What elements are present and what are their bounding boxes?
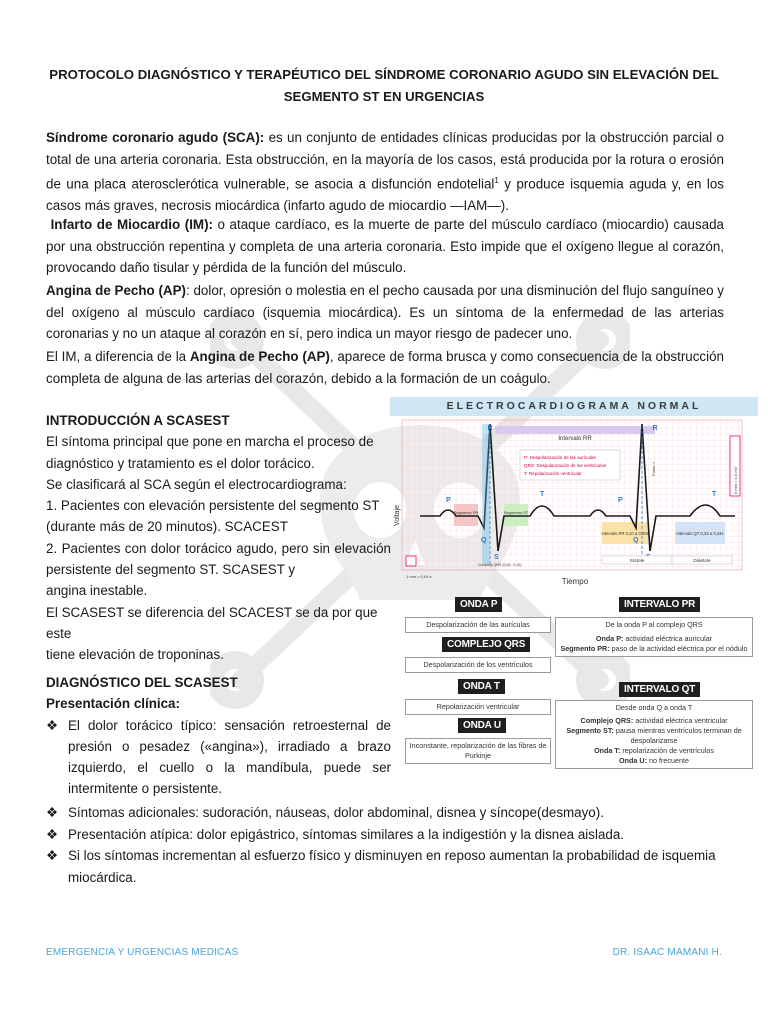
diagnosis-heading: DIAGNÓSTICO DEL SCASEST bbox=[46, 675, 238, 690]
sca-footnote: 1 bbox=[494, 176, 499, 185]
diamond-bullet-icon: ❖ bbox=[46, 848, 59, 863]
scasest-line-3: Se clasificará al SCA según el electrocardiograma: bbox=[46, 476, 347, 492]
footer-right: DR. ISAAC MAMANI H. bbox=[612, 947, 722, 958]
ap-paragraph bbox=[46, 280, 724, 345]
wave-s-label: S bbox=[494, 554, 499, 561]
wave-q-label-2: Q bbox=[633, 537, 639, 544]
diamond-bullet-icon: ❖ bbox=[46, 717, 59, 733]
intervalo-qt-text-1: actividad eléctrica ventricular bbox=[633, 716, 728, 725]
onda-u-badge: ONDA U bbox=[458, 718, 506, 733]
diagnosis-section bbox=[46, 672, 391, 800]
sca-term: Síndrome coronario agudo (SCA): bbox=[46, 130, 265, 145]
ecg-ylabel: Voltaje bbox=[394, 504, 401, 526]
intervalo-pr-label: Intervalo PR 0,10 a 0,20s bbox=[601, 531, 649, 536]
intervalo-qt-term-4: Onda U: bbox=[619, 756, 647, 765]
scasest-line-4: 1. Pacientes con elevación persistente del segmento ST bbox=[46, 498, 380, 514]
intervalo-qt-term-3: Onda T: bbox=[594, 746, 621, 755]
diagnosis-bullet-3 bbox=[46, 824, 726, 846]
wave-q-label: Q bbox=[481, 537, 487, 544]
legend-t: T: Repolarización ventricular bbox=[524, 471, 582, 476]
ecg-diagram bbox=[390, 416, 758, 592]
intervalo-pr-line-1: De la onda P al complejo QRS bbox=[605, 620, 703, 629]
ecg-cards bbox=[405, 597, 755, 767]
complejo-qrs-badge: COMPLEJO QRS bbox=[442, 637, 530, 652]
intervalo-qt-label: Intervalo QT 0,33 a 0,44s bbox=[676, 531, 724, 536]
onda-p-box: Despolarización de las aurículas bbox=[405, 617, 551, 633]
ecg-xlabel: Tiempo bbox=[561, 577, 589, 586]
diagnosis-subheading: Presentación clínica: bbox=[46, 696, 180, 712]
scasest-line-6: 2. Pacientes con dolor torácico agudo, pero sin elevación persistente del segmento ST. SCASEST y bbox=[46, 540, 391, 578]
ap-term: Angina de Pecho (AP) bbox=[46, 283, 186, 298]
intervalo-qt-text-2: pausa mientras ventrículos terminan de despolarizarse bbox=[613, 726, 742, 745]
diff-term: Angina de Pecho (AP) bbox=[189, 349, 330, 364]
scale-x-label: 1 mm = 0,04 s bbox=[406, 574, 432, 579]
diff-text-2: , aparece de forma brusca y como consecuencia de la obstrucción completa de alguna de las arterias del corazón, debido a la formación de un coágulo. bbox=[46, 349, 725, 386]
complejo-qrs-box: Despolarización de los ventrículos bbox=[405, 657, 551, 673]
diff-text-1: El IM, a diferencia de la bbox=[46, 349, 190, 364]
im-text: o ataque cardíaco, es la muerte de parte del músculo cardíaco (miocardio) causada por una obstrucción repentina y completa de una arteria coronaria. Esto impide que el oxígeno llegue al corazón, provocando daño tisular y pérdida de la función del músculo. bbox=[46, 217, 725, 275]
bullet-4-text: Si los síntomas incrementan al esfuerzo físico y disminuyen en reposo aumentan la probabilidad de isquemia miocárdica. bbox=[68, 848, 716, 885]
diamond-bullet-icon: ❖ bbox=[46, 805, 59, 820]
scasest-line-1: El síntoma principal que pone en marcha el proceso de bbox=[46, 434, 374, 450]
im-paragraph bbox=[46, 214, 724, 279]
sca-text-1: es un conjunto de entidades clínicas producidas por la obstrucción parcial o total de una arteria coronaria. Esta obstrucción, en la mayoría de los casos, está producida por la rotura o erosión de una placa aterosclerótica vulnerable, se asocia a disfunción endotelial bbox=[46, 130, 724, 192]
onda-t-box: Repolarización ventricular bbox=[405, 699, 551, 715]
wave-r-label-2: R bbox=[652, 425, 658, 432]
scasest-line-2: diagnóstico y tratamiento es el dolor torácico. bbox=[46, 455, 315, 471]
diamond-bullet-icon: ❖ bbox=[46, 826, 59, 842]
rr-interval-bar bbox=[495, 425, 658, 434]
legend-qrs: QRS: Despolarización de los ventrículos bbox=[524, 463, 607, 468]
onda-t-badge: ONDA T bbox=[458, 679, 505, 694]
wave-t-label: T bbox=[540, 491, 545, 498]
diagnosis-bullets-full bbox=[46, 802, 726, 888]
scasest-line-7: angina inestable. bbox=[46, 583, 148, 599]
footer-left: EMERGENCIA Y URGENCIAS MEDICAS bbox=[46, 947, 239, 958]
bullet-1-text: El dolor torácico típico: sensación retroesternal de presión o pesadez («angina»), irradiado a brazo izquierdo, el cuello o la mandíbula, puede ser intermitente o persistente. bbox=[68, 717, 391, 797]
segmento-pr-box bbox=[454, 504, 478, 526]
scasest-line-8: El SCASEST se diferencia del SCACEST se da por que este bbox=[46, 604, 378, 641]
ecg-grid bbox=[402, 420, 742, 570]
intervalo-qt-term-1: Complejo QRS: bbox=[580, 716, 634, 725]
intervalo-pr-badge: INTERVALO PR bbox=[619, 597, 700, 612]
intervalo-qt-line-1: Desde onda Q a onda T bbox=[615, 703, 693, 712]
intervalo-qt-text-3: repolarización de ventrículos bbox=[620, 746, 714, 755]
scasest-line-5: (durante más de 20 minutos). SCACEST bbox=[46, 519, 288, 535]
intervalo-qt-box bbox=[555, 700, 753, 769]
wave-p-label-2: P bbox=[618, 497, 623, 504]
title-line-2: SEGMENTO ST EN URGENCIAS bbox=[283, 89, 485, 104]
ecg-figure bbox=[390, 397, 758, 592]
wave-r-label: R bbox=[487, 425, 493, 432]
wave-p-label: P bbox=[446, 497, 451, 504]
punto-j-label: Punto J bbox=[651, 462, 656, 476]
diastole-label: Diástole bbox=[693, 559, 711, 564]
sistole-label: Sístole bbox=[629, 559, 645, 564]
intervalo-pr-term-2: Segmento PR: bbox=[560, 644, 610, 653]
sca-text-2: y produce isquemia aguda y, en los casos más graves, necrosis miocárdica (infarto agudo de miocardio —IAM—). bbox=[46, 176, 725, 213]
onda-p-badge: ONDA P bbox=[455, 597, 502, 612]
bullet-2-text: Síntomas adicionales: sudoración, náuseas, dolor abdominal, disnea y síncope(desmayo). bbox=[68, 805, 604, 820]
intervalo-qt-term-2: Segmento ST: bbox=[566, 726, 614, 735]
bullet-3-text: Presentación atípica: dolor epigástrico, síntomas similares a la indigestión y la disnea aislada. bbox=[68, 826, 625, 842]
diagnosis-bullet-1 bbox=[46, 715, 391, 800]
intervalo-pr-box bbox=[555, 617, 753, 657]
diagnosis-bullet-4 bbox=[46, 845, 726, 888]
intervalo-qt-text-4: no frecuente bbox=[646, 756, 689, 765]
intervalo-pr-term-1: Onda P: bbox=[595, 634, 624, 643]
ecg-title: ELECTROCARDIOGRAMA NORMAL bbox=[390, 397, 758, 416]
scasest-line-9: tiene elevación de troponinas. bbox=[46, 647, 224, 663]
segmento-st-label: Segmento ST bbox=[503, 510, 529, 515]
onda-u-box: Inconstante, repolarización de las fibras de Purkinje bbox=[405, 738, 551, 764]
scale-y-label: 5 mm = 0,5 mV bbox=[733, 466, 738, 494]
diff-paragraph bbox=[46, 346, 724, 389]
intervalo-pr-text-2: paso de la actividad eléctrica por el nódulo bbox=[609, 644, 748, 653]
document-title bbox=[46, 64, 722, 108]
segmento-st-box bbox=[504, 504, 528, 526]
im-term: Infarto de Miocardio (IM): bbox=[50, 217, 213, 232]
legend-p: P: Despolarización de las aurículas bbox=[524, 455, 596, 460]
wave-t-label-2: T bbox=[712, 491, 717, 498]
complejo-qrs-label: Complejo QRS (0,06 - 0,10) bbox=[478, 563, 522, 567]
intervalo-pr-text-1: actividad eléctrica auricular bbox=[623, 634, 713, 643]
scasest-section bbox=[46, 410, 391, 666]
segmento-pr-label: Segmento PR bbox=[453, 510, 479, 515]
rr-interval-label: Intervalo RR bbox=[558, 436, 592, 442]
scasest-heading: INTRODUCCIÓN A SCASEST bbox=[46, 413, 230, 428]
ap-text: : dolor, opresión o molestia en el pecho causada por una disminución del flujo sanguíneo y del oxígeno al músculo cardíaco (isquemia miocárdica). Es un síntoma de la enfermedad de las arterias coronarias y no un ataque al corazón en sí, pero indica un mayor riesgo de padecer uno. bbox=[46, 283, 724, 341]
title-line-1: PROTOCOLO DIAGNÓSTICO Y TERAPÉUTICO DEL SÍNDROME CORONARIO AGUDO SIN ELEVACIÓN DEL bbox=[49, 67, 719, 82]
sca-paragraph bbox=[46, 127, 724, 216]
intervalo-qt-badge: INTERVALO QT bbox=[619, 682, 700, 697]
diagnosis-bullet-2 bbox=[46, 802, 726, 824]
